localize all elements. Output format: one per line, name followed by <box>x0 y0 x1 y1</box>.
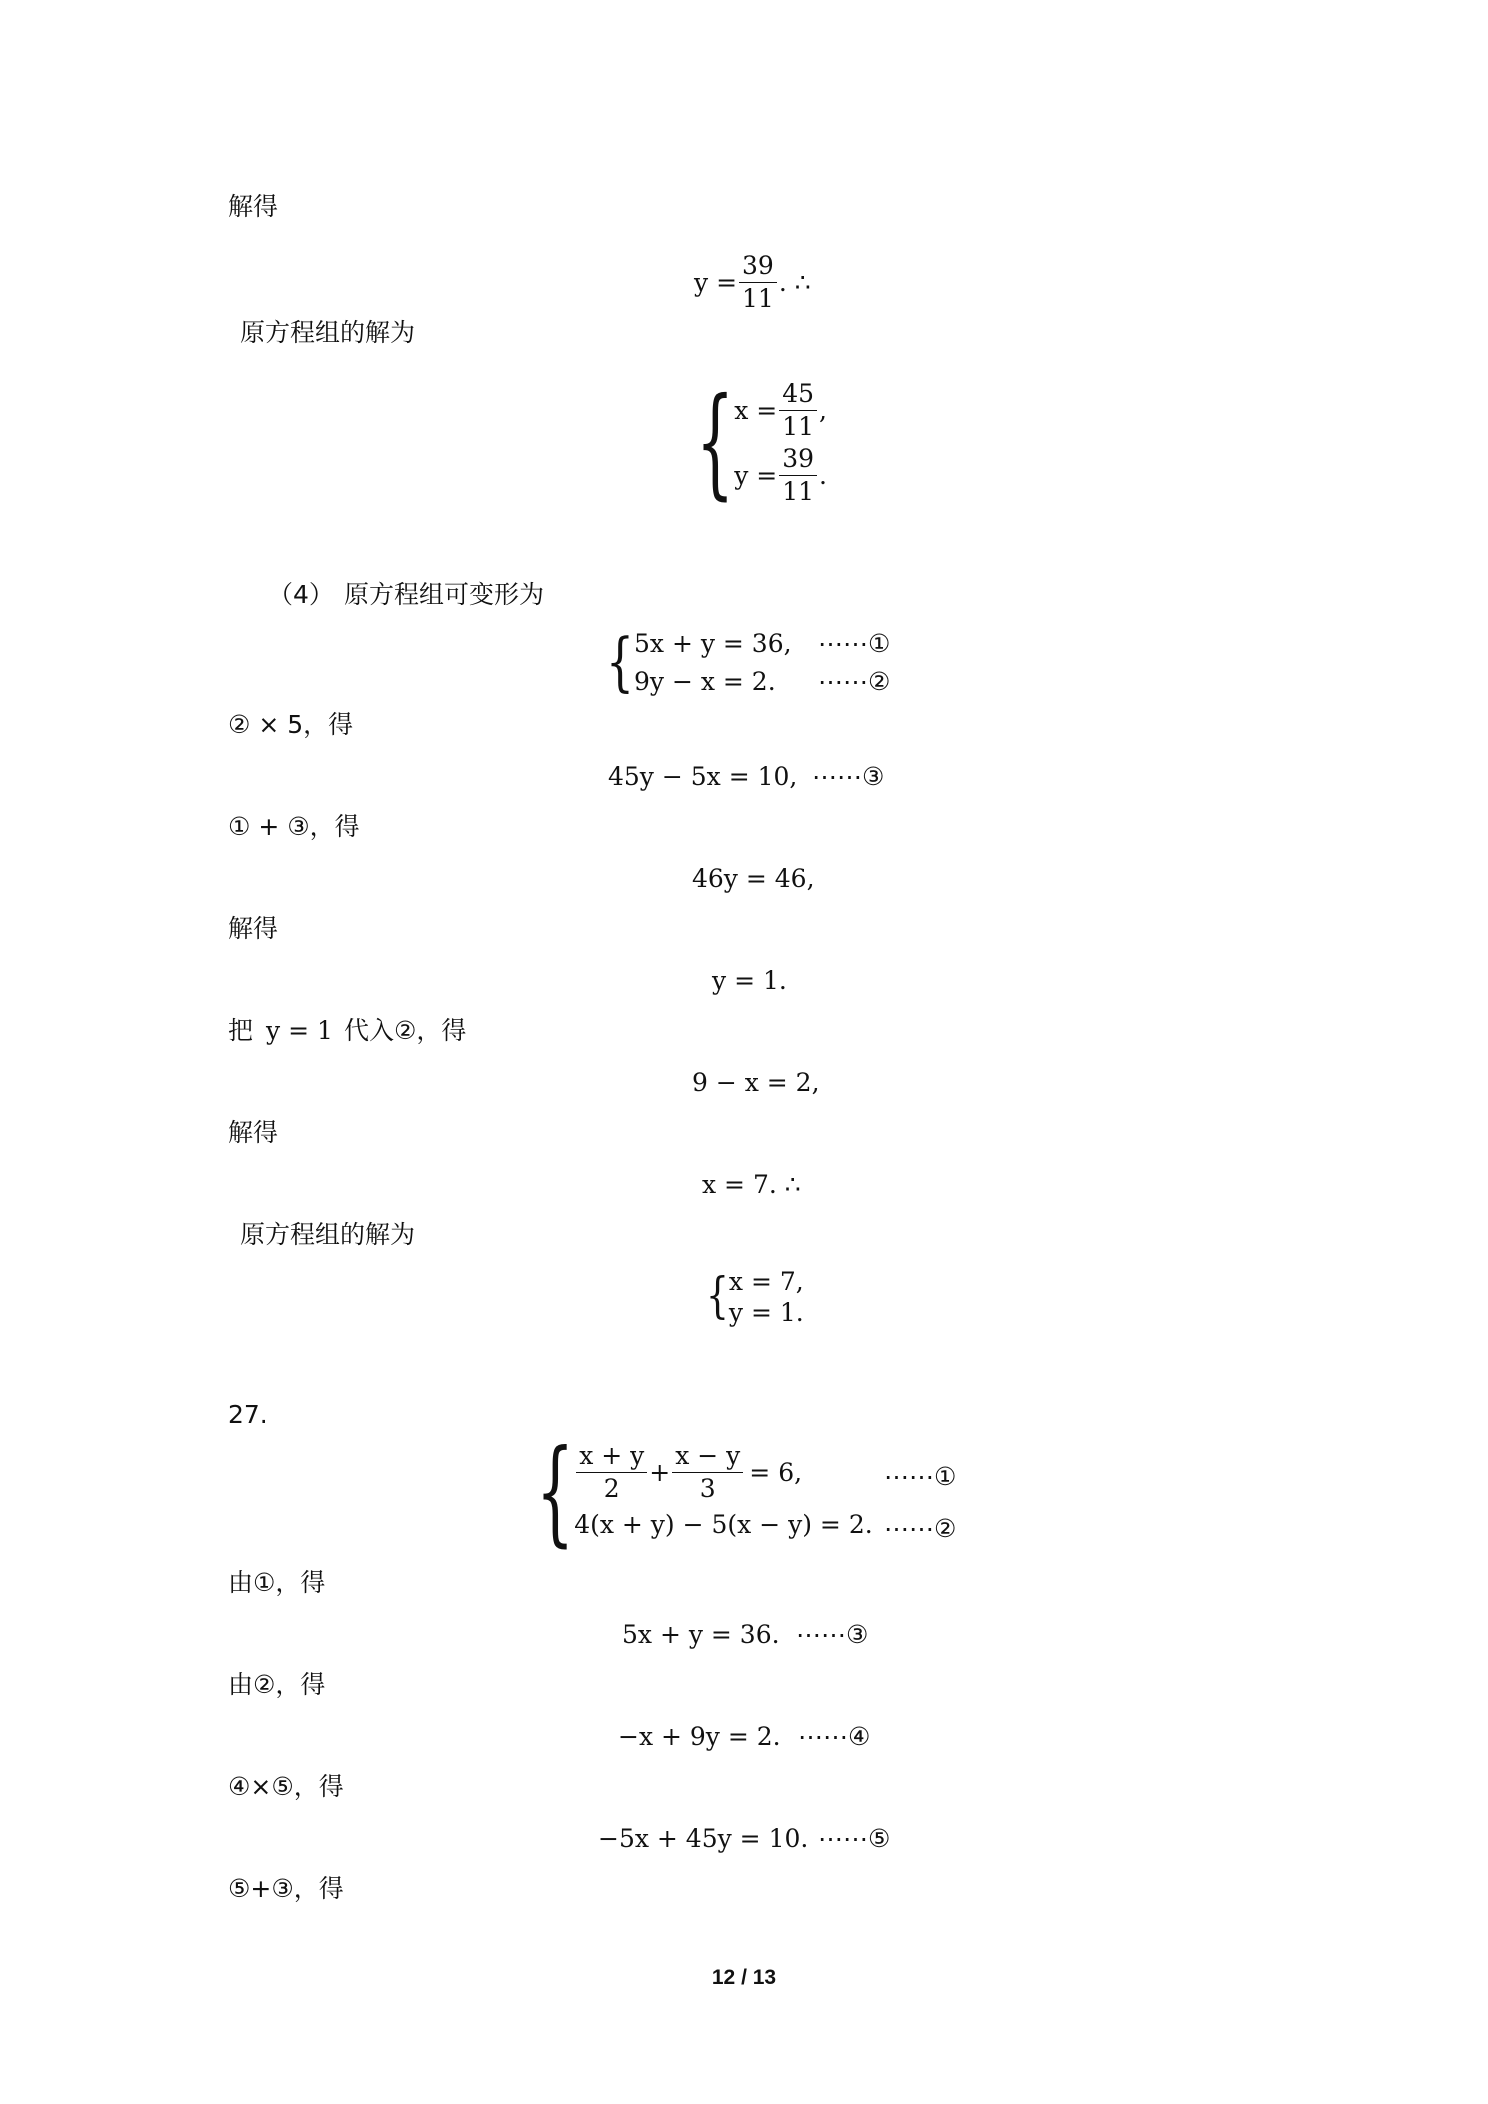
equation-system-27 <box>536 1426 873 1559</box>
text-jiede-2: 解得 <box>228 914 279 943</box>
system-rows <box>634 625 792 701</box>
system-row-2: 9y − x = 2. <box>634 667 776 696</box>
text-5-plus-3: ⑤+③，得 <box>228 1874 344 1903</box>
fraction <box>739 250 777 315</box>
fraction <box>779 378 817 443</box>
numerator: 45 <box>779 378 817 411</box>
tag-27-2: ⋯⋯② <box>884 1514 957 1543</box>
text-4-times-5: ④×⑤，得 <box>228 1772 344 1801</box>
fraction-1 <box>576 1440 647 1505</box>
equation-y-1: y = 1. <box>712 966 787 995</box>
text-solution-intro-2: 原方程组的解为 <box>240 1220 416 1249</box>
equation-9-x: 9 − x = 2, <box>692 1068 820 1097</box>
numerator: x − y <box>672 1440 743 1473</box>
text-jiede: 解得 <box>228 192 279 221</box>
left-brace: { <box>536 1426 575 1559</box>
numerator: 39 <box>739 250 777 283</box>
equation-neg-x: −x + 9y = 2. <box>618 1722 781 1751</box>
eq-tail: . ∴ <box>778 267 811 297</box>
equation-y-39-11 <box>694 250 811 315</box>
text-substitute-eq: y = 1 <box>266 1016 333 1045</box>
part-4-text: 原方程组可变形为 <box>344 580 545 609</box>
numerator: x + y <box>576 1440 647 1473</box>
denominator: 11 <box>742 284 774 313</box>
system-rows <box>729 1266 804 1328</box>
part-4-label: （4） <box>268 580 334 609</box>
left-brace: { <box>696 373 735 513</box>
text-plus-1-3: ① + ③，得 <box>228 812 360 841</box>
tag-4: ⋯⋯④ <box>798 1722 871 1751</box>
tag-27-1: ⋯⋯① <box>884 1462 957 1491</box>
tag-3: ⋯⋯③ <box>812 762 885 791</box>
solution-system-2 <box>706 1266 804 1328</box>
text-times-5: ② × 5，得 <box>228 710 354 739</box>
tag-2: ⋯⋯② <box>818 667 891 696</box>
equation-neg-5x: −5x + 45y = 10. <box>598 1824 809 1853</box>
system-row-x <box>734 378 827 443</box>
fraction <box>779 443 817 508</box>
equation-5x-y: 5x + y = 36. <box>622 1620 780 1649</box>
plus-sign: + <box>649 1458 671 1487</box>
system-row-1: 5x + y = 36, <box>634 629 792 658</box>
system-row-y <box>734 443 827 508</box>
system-row-2: 4(x + y) − 5(x − y) = 2. <box>574 1510 873 1539</box>
left-brace: { <box>606 625 634 700</box>
row-tail: . <box>819 461 827 490</box>
solution-system-1 <box>696 373 827 513</box>
system-row-1: x = 7, <box>728 1267 804 1296</box>
tag-5: ⋯⋯⑤ <box>818 1824 891 1853</box>
row-lhs: y = <box>734 461 778 490</box>
text-jiede-3: 解得 <box>228 1118 279 1147</box>
system-row-1 <box>574 1440 873 1505</box>
text-from-1: 由①，得 <box>228 1568 326 1597</box>
row-tail: = 6, <box>749 1458 803 1487</box>
text-substitute-suffix: 代入②，得 <box>344 1016 467 1045</box>
numerator: 39 <box>779 443 817 476</box>
denominator: 3 <box>699 1474 716 1503</box>
system-rows <box>734 378 827 508</box>
row-tail: , <box>819 396 827 425</box>
equation-x-7: x = 7. ∴ <box>702 1170 801 1199</box>
row-lhs: x = <box>734 396 778 425</box>
denominator: 2 <box>603 1474 620 1503</box>
text-solution-intro: 原方程组的解为 <box>240 318 416 347</box>
page-number: 12 / 13 <box>711 1966 777 1989</box>
question-number-27: 27. <box>228 1400 268 1429</box>
text-from-2: 由②，得 <box>228 1670 326 1699</box>
eq-lhs: y = <box>694 267 738 297</box>
denominator: 11 <box>782 412 814 441</box>
equation-system-4 <box>606 625 792 701</box>
tag-3b: ⋯⋯③ <box>796 1620 869 1649</box>
system-row-2: y = 1. <box>728 1298 804 1327</box>
system-rows <box>574 1440 873 1545</box>
fraction-2 <box>672 1440 743 1505</box>
equation-45y: 45y − 5x = 10, <box>608 762 798 791</box>
left-brace: { <box>706 1268 729 1324</box>
denominator: 11 <box>782 477 815 506</box>
tag-1: ⋯⋯① <box>818 629 891 658</box>
text-substitute-prefix: 把 <box>228 1016 254 1045</box>
equation-46y: 46y = 46, <box>692 864 815 893</box>
